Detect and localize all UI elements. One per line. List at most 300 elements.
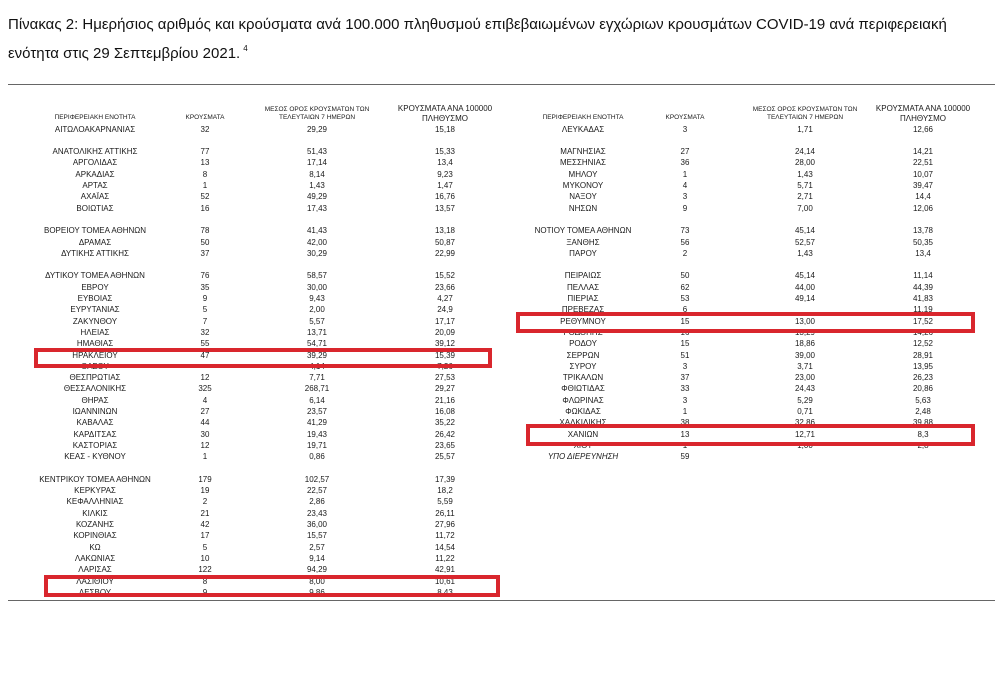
region-cell: ΝΗΣΩΝ	[568, 203, 598, 213]
avg7-cell: 22,57	[306, 486, 328, 496]
cases-cell: 6	[682, 305, 688, 315]
left-header-region: ΠΕΡΙΦΕΡΕΙΑΚΗ ΕΝΟΤΗΤΑ	[54, 114, 136, 121]
region-cell: ΛΑΡΙΣΑΣ	[78, 565, 112, 575]
cases-cell: 36	[680, 158, 690, 168]
table-row	[0, 496, 1003, 507]
avg7-cell: 45,14	[794, 271, 816, 281]
cases-cell: 35	[200, 282, 210, 292]
region-cell: ΠΡΕΒΕΖΑΣ	[561, 305, 605, 315]
region-cell: ΡΕΘΥΜΝΟΥ	[560, 316, 606, 326]
avg7-cell: 44,00	[794, 282, 816, 292]
cases-cell: 13	[680, 429, 690, 439]
cases-cell: 78	[200, 226, 210, 236]
cases-cell: 12	[200, 373, 210, 383]
cases-cell: 32	[200, 327, 210, 337]
per100k-cell: 22,51	[912, 158, 934, 168]
cases-cell: 2	[682, 248, 688, 258]
per100k-cell: 44,39	[912, 282, 934, 292]
table-row	[0, 553, 1003, 564]
per100k-cell: 15,52	[434, 271, 456, 281]
avg7-cell: 102,57	[304, 474, 330, 484]
avg7-cell: 1,43	[797, 169, 813, 179]
cases-cell: 33	[680, 384, 690, 394]
avg7-cell: 30,00	[306, 282, 328, 292]
avg7-cell: 2,71	[797, 192, 813, 202]
avg7-cell: 13,00	[794, 316, 816, 326]
right-header-cases: ΚΡΟΥΣΜΑΤΑ	[665, 114, 705, 121]
avg7-cell: 41,29	[306, 418, 328, 428]
region-cell: ΚΑΒΑΛΑΣ	[76, 418, 114, 428]
table-row	[0, 180, 1003, 191]
per100k-cell: 14,21	[912, 147, 934, 157]
region-cell: ΜΕΣΣΗΝΙΑΣ	[560, 158, 606, 168]
per100k-cell: 27,96	[434, 520, 456, 529]
region-cell: ΕΥΒΟΙΑΣ	[77, 294, 113, 303]
cases-cell: 55	[200, 339, 210, 349]
table-row	[0, 372, 1003, 383]
per100k-cell: 25,57	[434, 452, 456, 462]
per100k-cell: 12,66	[912, 124, 934, 134]
region-cell: ΚΕΑΣ - ΚΥΘΝΟΥ	[64, 452, 126, 462]
cases-cell: 10	[200, 553, 210, 563]
per100k-cell: 22,99	[434, 248, 456, 258]
table-row	[0, 587, 1003, 598]
per100k-cell: 13,4	[915, 248, 931, 258]
avg7-cell: 0,71	[797, 407, 813, 416]
avg7-cell: 23,00	[794, 373, 816, 383]
avg7-cell: 24,14	[794, 147, 816, 157]
left-header-avg7: ΜΕΣΟΣ ΟΡΟΣ ΚΡΟΥΣΜΑΤΩΝ ΤΩΝ ΤΕΛΕΥΤΑΙΩΝ 7 ΗΜΕΡΩΝ	[264, 106, 370, 121]
region-cell: ΘΕΣΣΑΛΟΝΙΚΗΣ	[63, 384, 127, 394]
table-row	[0, 237, 1003, 248]
region-cell: ΧΙΟΥ	[573, 440, 593, 450]
avg7-cell: 54,71	[306, 339, 328, 349]
region-cell: ΠΕΛΛΑΣ	[566, 282, 600, 292]
cases-cell: 16	[680, 327, 690, 337]
per100k-cell: 50,87	[434, 237, 456, 247]
avg7-cell: 23,43	[306, 508, 328, 518]
cases-cell: 50	[200, 237, 210, 247]
avg7-cell: 45,14	[794, 226, 816, 236]
region-cell: ΧΑΝΙΩΝ	[567, 429, 599, 439]
cases-cell: 30	[200, 429, 210, 439]
region-cell: ΥΠΟ ΔΙΕΡΕΥΝΗΣΗ	[547, 452, 619, 462]
region-cell: ΗΛΕΙΑΣ	[80, 327, 110, 337]
avg7-cell: 7,00	[797, 203, 813, 213]
table-row	[0, 225, 1003, 236]
region-cell: ΖΑΚΥΝΘΟΥ	[72, 316, 118, 326]
region-cell: ΘΑΣΟΥ	[81, 361, 109, 371]
avg7-cell: 28,00	[794, 158, 816, 168]
cases-cell: 1	[202, 452, 208, 462]
per100k-cell: 2,8	[917, 440, 929, 450]
avg7-cell: 6,14	[309, 395, 325, 405]
avg7-cell: 3,71	[797, 361, 813, 371]
per100k-cell: 50,35	[912, 237, 934, 247]
per100k-cell: 14,26	[912, 327, 934, 337]
per100k-cell: 1,47	[437, 181, 453, 190]
region-cell: ΚΙΛΚΙΣ	[82, 508, 108, 518]
table-row	[0, 508, 1003, 519]
avg7-cell: 39,00	[794, 350, 816, 360]
table-row	[0, 316, 1003, 327]
region-cell: ΜΑΓΝΗΣΙΑΣ	[560, 147, 606, 157]
cases-cell: 38	[680, 418, 690, 428]
per100k-cell: 20,09	[434, 327, 456, 337]
per100k-cell: 13,18	[434, 226, 456, 236]
region-cell: ΚΟΖΑΝΗΣ	[75, 520, 115, 529]
avg7-cell: 5,71	[797, 181, 813, 190]
cases-cell: 4	[202, 395, 208, 405]
cases-cell: 5	[202, 305, 208, 315]
avg7-cell: 4,14	[309, 361, 325, 371]
table-row	[0, 474, 1003, 485]
region-cell: ΕΒΡΟΥ	[81, 282, 109, 292]
per100k-cell: 23,65	[434, 440, 456, 450]
per100k-cell: 8,43	[437, 587, 453, 597]
avg7-cell: 1,00	[797, 440, 813, 450]
region-cell: ΣΕΡΡΩΝ	[566, 350, 600, 360]
table-row	[0, 350, 1003, 361]
right-header-region: ΠΕΡΙΦΕΡΕΙΑΚΗ ΕΝΟΤΗΤΑ	[542, 114, 624, 121]
per100k-cell: 15,39	[434, 350, 456, 360]
table-row	[0, 451, 1003, 462]
region-cell: ΝΟΤΙΟΥ ΤΟΜΕΑ ΑΘΗΝΩΝ	[534, 226, 632, 236]
table-row	[0, 519, 1003, 530]
per100k-cell: 16,08	[434, 407, 456, 416]
cases-cell: 1	[682, 407, 688, 416]
table-row	[0, 259, 1003, 270]
cases-cell: 44	[200, 418, 210, 428]
cases-cell: 47	[200, 350, 210, 360]
region-cell: ΑΧΑΪΑΣ	[80, 192, 110, 202]
avg7-cell: 24,43	[794, 384, 816, 394]
cases-cell: 4	[682, 181, 688, 190]
footnote-reference[interactable]: 4	[243, 44, 248, 53]
per100k-cell: 41,83	[912, 294, 934, 303]
region-cell: ΦΘΙΩΤΙΔΑΣ	[561, 384, 605, 394]
region-cell: ΛΕΥΚΑΔΑΣ	[561, 124, 605, 134]
avg7-cell: 19,43	[306, 429, 328, 439]
avg7-cell: 58,57	[306, 271, 328, 281]
per100k-cell: 12,52	[912, 339, 934, 349]
avg7-cell: 15,57	[306, 531, 328, 541]
avg7-cell: 8,00	[309, 576, 325, 586]
region-cell: ΑΝΑΤΟΛΙΚΗΣ ΑΤΤΙΚΗΣ	[52, 147, 138, 157]
per100k-cell: 7,26	[437, 361, 453, 371]
per100k-cell: 11,14	[913, 271, 933, 281]
per100k-cell: 10,61	[434, 576, 456, 586]
avg7-cell: 1,43	[797, 248, 813, 258]
avg7-cell: 36,00	[306, 520, 328, 529]
region-cell: ΠΑΡΟΥ	[569, 248, 597, 258]
caption-text: Πίνακας 2: Ημερήσιος αριθμός και κρούσματα ανά 100.000 πληθυσμού επιβεβαιωμένων εγχώριων κρουσμάτων COVID-19 ανά περιφερειακή ενότητα στις 29 Σεπτεμβρίου 2021.	[8, 16, 947, 62]
table-row	[0, 157, 1003, 168]
cases-cell: 42	[200, 520, 210, 529]
table-row	[0, 564, 1003, 575]
region-cell: ΜΗΛΟΥ	[568, 169, 598, 179]
avg7-cell: 94,29	[306, 565, 328, 575]
region-cell: ΘΕΣΠΡΩΤΙΑΣ	[69, 373, 121, 383]
table-row	[0, 542, 1003, 553]
cases-cell: 325	[198, 384, 212, 394]
cases-cell: 9	[202, 587, 208, 597]
table-row	[0, 304, 1003, 315]
cases-cell: 62	[680, 282, 690, 292]
cases-cell: 9	[202, 294, 208, 303]
avg7-cell: 2,86	[309, 497, 325, 507]
table-row	[0, 282, 1003, 293]
cases-cell: 73	[680, 226, 690, 236]
avg7-cell: 52,57	[794, 237, 816, 247]
table-row	[0, 440, 1003, 451]
cases-cell: 53	[680, 294, 690, 303]
per100k-cell: 28,91	[912, 350, 934, 360]
table-row	[0, 485, 1003, 496]
cases-cell: 37	[200, 248, 210, 258]
avg7-cell: 5,57	[309, 316, 325, 326]
cases-cell: 13	[200, 158, 210, 168]
region-cell: ΞΑΝΘΗΣ	[566, 237, 600, 247]
region-cell: ΔΡΑΜΑΣ	[78, 237, 112, 247]
avg7-cell: 39,29	[306, 350, 328, 360]
avg7-cell: 9,86	[309, 587, 325, 597]
avg7-cell: 49,29	[306, 192, 328, 202]
per100k-cell: 9,23	[437, 169, 453, 179]
region-cell: ΣΥΡΟΥ	[569, 361, 597, 371]
per100k-cell: 11,19	[913, 305, 933, 315]
cases-cell: 122	[198, 565, 212, 575]
cases-cell: 17	[200, 531, 210, 541]
avg7-cell: 17,43	[306, 203, 328, 213]
per100k-cell: 17,17	[434, 316, 456, 326]
per100k-cell: 10,07	[912, 169, 934, 179]
avg7-cell: 9,43	[309, 294, 325, 303]
table-row	[0, 270, 1003, 281]
avg7-cell: 41,43	[306, 226, 328, 236]
cases-cell: 8	[202, 576, 208, 586]
region-cell: ΠΙΕΡΙΑΣ	[567, 294, 599, 303]
avg7-cell: 30,29	[306, 248, 328, 258]
cases-cell: 12	[200, 440, 210, 450]
per100k-cell: 17,52	[912, 316, 934, 326]
table-row	[0, 327, 1003, 338]
cases-cell: 77	[200, 147, 210, 157]
table-row	[0, 530, 1003, 541]
per100k-cell: 11,22	[435, 553, 455, 563]
region-cell: ΑΡΚΑΔΙΑΣ	[75, 169, 115, 179]
cases-cell: 9	[682, 203, 688, 213]
cases-cell: 19	[200, 486, 210, 496]
region-cell: ΑΡΤΑΣ	[82, 181, 108, 190]
cases-cell: 76	[200, 271, 210, 281]
avg7-cell: 13,29	[794, 327, 816, 337]
avg7-cell: 17,14	[306, 158, 328, 168]
region-cell: ΚΑΡΔΙΤΣΑΣ	[73, 429, 117, 439]
per100k-cell: 20,86	[912, 384, 934, 394]
cases-cell: 37	[680, 373, 690, 383]
region-cell: ΑΡΓΟΛΙΔΑΣ	[72, 158, 118, 168]
avg7-cell: 18,86	[794, 339, 816, 349]
per100k-cell: 42,91	[434, 565, 456, 575]
table-row	[0, 169, 1003, 180]
region-cell: ΘΗΡΑΣ	[81, 395, 109, 405]
avg7-cell: 19,71	[306, 440, 328, 450]
per100k-cell: 11,72	[435, 531, 455, 541]
table-row	[0, 203, 1003, 214]
table-row	[0, 429, 1003, 440]
table-row	[0, 248, 1003, 259]
avg7-cell: 2,57	[309, 542, 325, 552]
cases-cell: 15	[680, 339, 690, 349]
region-cell: ΠΕΙΡΑΙΩΣ	[564, 271, 602, 281]
cases-cell: 27	[680, 147, 690, 157]
per100k-cell: 5,63	[915, 395, 931, 405]
cases-cell: 3	[682, 124, 688, 134]
region-cell: ΔΥΤΙΚΗΣ ΑΤΤΙΚΗΣ	[61, 248, 129, 258]
left-header-per100k: ΚΡΟΥΣΜΑΤΑ ΑΝΑ 100000 ΠΛΗΘΥΣΜΟ	[397, 104, 493, 123]
region-cell: ΚΕΦΑΛΛΗΝΙΑΣ	[66, 497, 124, 507]
cases-cell: 16	[200, 203, 210, 213]
avg7-cell: 268,71	[304, 384, 330, 394]
region-cell: ΗΜΑΘΙΑΣ	[76, 339, 114, 349]
region-cell: ΡΟΔΟΠΗΣ	[563, 327, 603, 337]
per100k-cell: 2,48	[915, 407, 931, 416]
region-cell: ΙΩΑΝΝΙΝΩΝ	[72, 407, 118, 416]
cases-cell: 1	[202, 181, 208, 190]
region-cell: ΦΩΚΙΔΑΣ	[565, 407, 601, 416]
cases-cell: 50	[680, 271, 690, 281]
right-header-per100k: ΚΡΟΥΣΜΑΤΑ ΑΝΑ 100000 ΠΛΗΘΥΣΜΟ	[875, 104, 971, 123]
per100k-cell: 26,42	[434, 429, 456, 439]
table-row	[0, 395, 1003, 406]
region-cell: ΦΛΩΡΙΝΑΣ	[562, 395, 604, 405]
table-row	[0, 338, 1003, 349]
region-cell: ΜΥΚΟΝΟΥ	[562, 181, 604, 190]
table-row	[0, 383, 1003, 394]
per100k-cell: 13,57	[434, 203, 456, 213]
avg7-cell: 8,14	[309, 169, 325, 179]
cases-cell: 51	[680, 350, 690, 360]
region-cell: ΔΥΤΙΚΟΥ ΤΟΜΕΑ ΑΘΗΝΩΝ	[45, 271, 145, 281]
cases-cell: 52	[200, 192, 210, 202]
region-cell: ΚΩ	[89, 542, 101, 552]
cases-cell: 7	[202, 316, 208, 326]
region-cell: ΧΑΛΚΙΔΙΚΗΣ	[559, 418, 607, 428]
avg7-cell: 51,43	[306, 147, 328, 157]
per100k-cell: 4,27	[437, 294, 453, 303]
cases-cell: 3	[682, 361, 688, 371]
avg7-cell: 42,00	[306, 237, 328, 247]
per100k-cell: 13,78	[912, 226, 934, 236]
region-cell: ΝΑΞΟΥ	[569, 192, 597, 202]
cases-cell: 3	[682, 395, 688, 405]
per100k-cell: 15,33	[434, 147, 456, 157]
cases-cell: 59	[680, 452, 690, 462]
cases-cell: 15	[680, 316, 690, 326]
table-row	[0, 406, 1003, 417]
cases-cell: 5	[202, 542, 208, 552]
per100k-cell: 16,76	[434, 192, 456, 202]
right-header-avg7: ΜΕΣΟΣ ΟΡΟΣ ΚΡΟΥΣΜΑΤΩΝ ΤΩΝ ΤΕΛΕΥΤΑΙΩΝ 7 ΗΜΕΡΩΝ	[752, 106, 858, 121]
per100k-cell: 15,18	[434, 124, 456, 134]
table-row	[0, 146, 1003, 157]
region-cell: ΛΑΣΙΘΙΟΥ	[76, 576, 114, 586]
per100k-cell: 39,47	[912, 181, 934, 190]
region-cell: ΑΙΤΩΛΟΑΚΑΡΝΑΝΙΑΣ	[54, 124, 136, 134]
avg7-cell: 32,86	[794, 418, 816, 428]
cases-cell: 21	[200, 508, 210, 518]
avg7-cell: 1,43	[309, 181, 325, 190]
region-cell: ΚΑΣΤΟΡΙΑΣ	[72, 440, 118, 450]
per100k-cell: 39,88	[912, 418, 934, 428]
per100k-cell: 23,66	[434, 282, 456, 292]
per100k-cell: 27,53	[434, 373, 456, 383]
per100k-cell: 21,16	[434, 395, 456, 405]
region-cell: ΚΕΝΤΡΙΚΟΥ ΤΟΜΕΑ ΑΘΗΝΩΝ	[39, 474, 151, 484]
avg7-cell: 49,14	[794, 294, 816, 303]
per100k-cell: 29,27	[434, 384, 456, 394]
cases-cell: 32	[200, 124, 210, 134]
table-row	[0, 191, 1003, 202]
left-header-cases: ΚΡΟΥΣΜΑΤΑ	[185, 114, 225, 121]
avg7-cell: 23,57	[306, 407, 328, 416]
table-row	[0, 135, 1003, 146]
cases-cell: 2	[202, 497, 208, 507]
avg7-cell: 5,29	[797, 395, 813, 405]
region-cell: ΗΡΑΚΛΕΙΟΥ	[72, 350, 118, 360]
region-cell: ΛΑΚΩΝΙΑΣ	[74, 553, 116, 563]
table-row	[0, 463, 1003, 474]
region-cell: ΒΟΡΕΙΟΥ ΤΟΜΕΑ ΑΘΗΝΩΝ	[43, 226, 147, 236]
cases-cell: 8	[202, 169, 208, 179]
per100k-cell: 5,59	[437, 497, 453, 507]
cases-cell: 27	[200, 407, 210, 416]
cases-cell: 1	[682, 440, 688, 450]
per100k-cell: 13,4	[437, 158, 453, 168]
table-row	[0, 417, 1003, 428]
table-row	[0, 124, 1003, 135]
region-cell: ΕΥΡΥΤΑΝΙΑΣ	[70, 305, 120, 315]
table-row	[0, 293, 1003, 304]
region-cell: ΚΕΡΚΥΡΑΣ	[74, 486, 116, 496]
avg7-cell: 7,71	[309, 373, 325, 383]
region-cell: ΒΟΙΩΤΙΑΣ	[76, 203, 114, 213]
per100k-cell: 17,39	[434, 474, 456, 484]
avg7-cell: 12,71	[794, 429, 816, 439]
avg7-cell: 2,00	[309, 305, 325, 315]
per100k-cell: 8,3	[917, 429, 929, 439]
per100k-cell: 39,12	[434, 339, 456, 349]
per100k-cell: 18,2	[437, 486, 453, 496]
table-row	[0, 576, 1003, 587]
table-row	[0, 214, 1003, 225]
per100k-cell: 14,54	[434, 542, 456, 552]
per100k-cell: 26,11	[435, 508, 455, 518]
per100k-cell: 35,22	[434, 418, 456, 428]
cases-cell: 179	[198, 474, 212, 484]
avg7-cell: 1,71	[797, 124, 813, 134]
per100k-cell: 14,4	[915, 192, 931, 202]
cases-cell: 3	[682, 192, 688, 202]
cases-cell: 56	[680, 237, 690, 247]
per100k-cell: 24,9	[437, 305, 453, 315]
avg7-cell: 0,86	[309, 452, 325, 462]
cases-cell: 1	[682, 169, 688, 179]
avg7-cell: 13,71	[306, 327, 328, 337]
per100k-cell: 26,23	[912, 373, 934, 383]
avg7-cell: 9,14	[309, 553, 325, 563]
